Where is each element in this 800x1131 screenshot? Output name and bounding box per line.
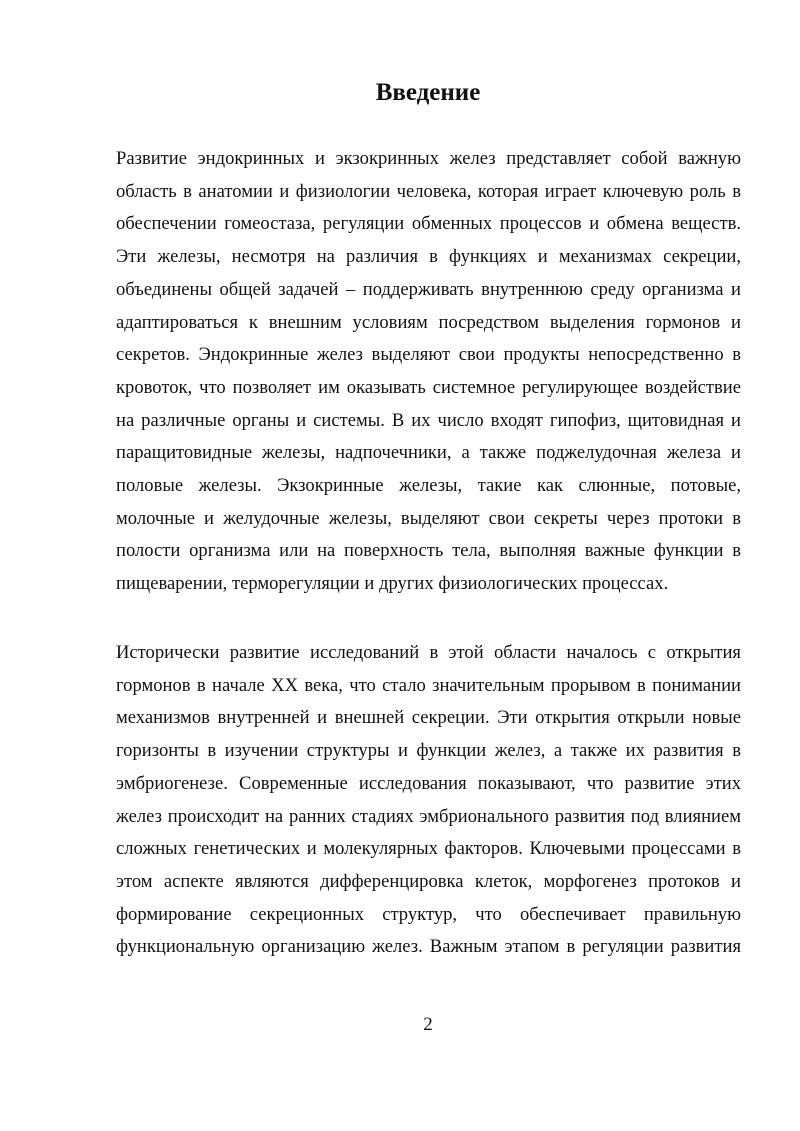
page-number: 2 <box>423 1014 433 1035</box>
body-paragraph-1: Развитие эндокринных и экзокринных желез представляет собой важную область в анатомии и физиологии человека, которая играет ключевую роль в обеспечении гомеостаза, регуляции обменных процессов и обмена веществ. Эти железы, несмотря на различия в функциях и механизмах секреции, объединены общей задачей – поддерживать внутреннюю среду организма и адаптироваться к внешним условиям посредством выделения гормонов и секретов. Эндокринные желез выделяют свои продукты непосредственно в кровоток, что позволяет им оказывать системное регулирующее воздействие на различные органы и системы. В их число входят гипофиз, щитовидная и паращитовидные железы, надпочечники, а также поджелудочная железа и половые железы. Экзокринные железы, такие как слюнные, потовые, молочные и желудочные железы, выделяют свои секреты через протоки в полости организма или на поверхность тела, выполняя важные функции в пищеварении, терморегуляции и других физиологических процессах. <box>116 148 741 595</box>
page-title: Введение <box>375 79 481 106</box>
body-paragraph-2: Исторически развитие исследований в этой области началось с открытия гормонов в начале XX века, что стало значительным прорывом в понимании механизмов внутренней и внешней секреции. Эти открытия открыли новые горизонты в изучении структуры и функции желез, а также их развития в эмбриогенезе. Современные исследования показывают, что развитие этих желез происходит на ранних стадиях эмбрионального развития под влиянием сложных генетических и молекулярных факторов. Ключевыми процессами в этом аспекте являются дифференцировка клеток, морфогенез протоков и формирование секреционных структур, что обеспечивает правильную функциональную организацию желез. Важным этапом в регуляции развития <box>116 642 741 958</box>
